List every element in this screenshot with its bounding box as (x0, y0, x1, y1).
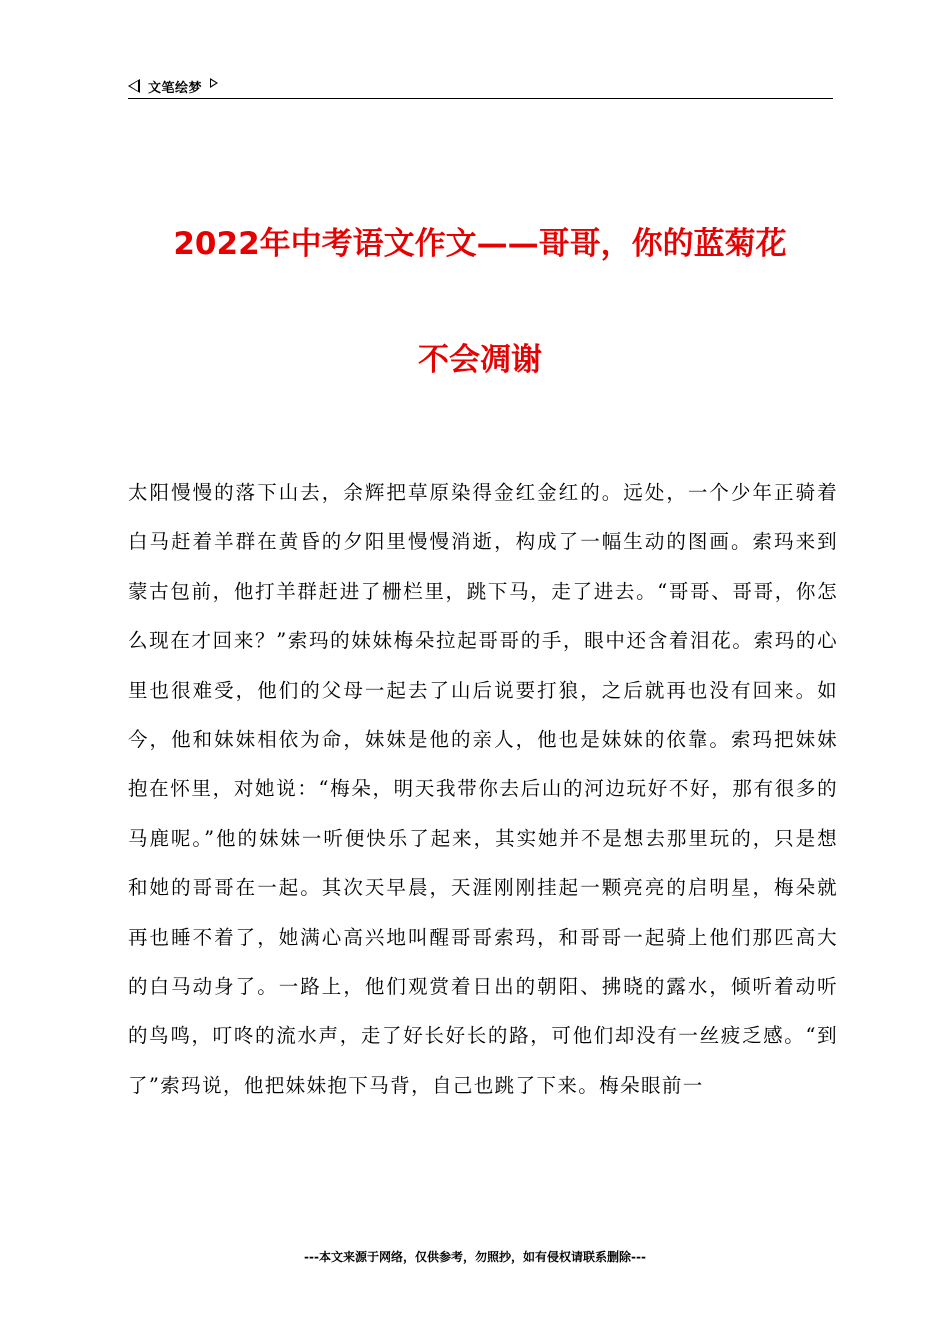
document-title-line-2: 不会凋谢 (418, 342, 542, 378)
right-triangle-icon (210, 78, 218, 88)
document-title-line-1: 2022年中考语文作文——哥哥，你的蓝菊花 (173, 226, 787, 262)
header-brand: 文笔绘梦 (148, 80, 203, 96)
body-paragraph: 太阳慢慢的落下山去，余辉把草原染得金红金红的。远处，一个少年正骑着白马赶着羊群在黄昏的夕阳里慢慢消逝，构成了一幅生动的图画。索玛来到蒙古包前，他打羊群赶进了栅栏里，跳下马，走了进去。“哥哥、哥哥，你怎么现在才回来？”索玛的妹妹梅朵拉起哥哥的手，眼中还含着泪花。索玛的心里也很难受，他们的父母一起去了山后说要打狼，之后就再也没有回来。如今，他和妹妹相依为命，妹妹是他的亲人，他也是妹妹的依靠。索玛把妹妹抱在怀里，对她说：“梅朵，明天我带你去后山的河边玩好不好，那有很多的马鹿呢。”他的妹妹一听便快乐了起来，其实她并不是想去那里玩的，只是想和她的哥哥在一起。其次天早晨，天涯刚刚挂起一颗亮亮的启明星，梅朵就再也睡不着了，她满心高兴地叫醒哥哥索玛，和哥哥一起骑上他们那匹高大的白马动身了。一路上，他们观赏着日出的朝阳、拂晓的露水，倾听着动听的鸟鸣，叮咚的流水声，走了好长好长的路，可他们却没有一丝疲乏感。“到了”索玛说，他把妹妹抱下马背，自己也跳了下来。梅朵眼前一 (128, 481, 838, 1097)
left-triangle-icon (128, 79, 140, 93)
footer-disclaimer: ---本文来源于网络，仅供参考，勿照抄，如有侵权请联系删除--- (304, 1250, 646, 1264)
page-header (128, 74, 833, 99)
